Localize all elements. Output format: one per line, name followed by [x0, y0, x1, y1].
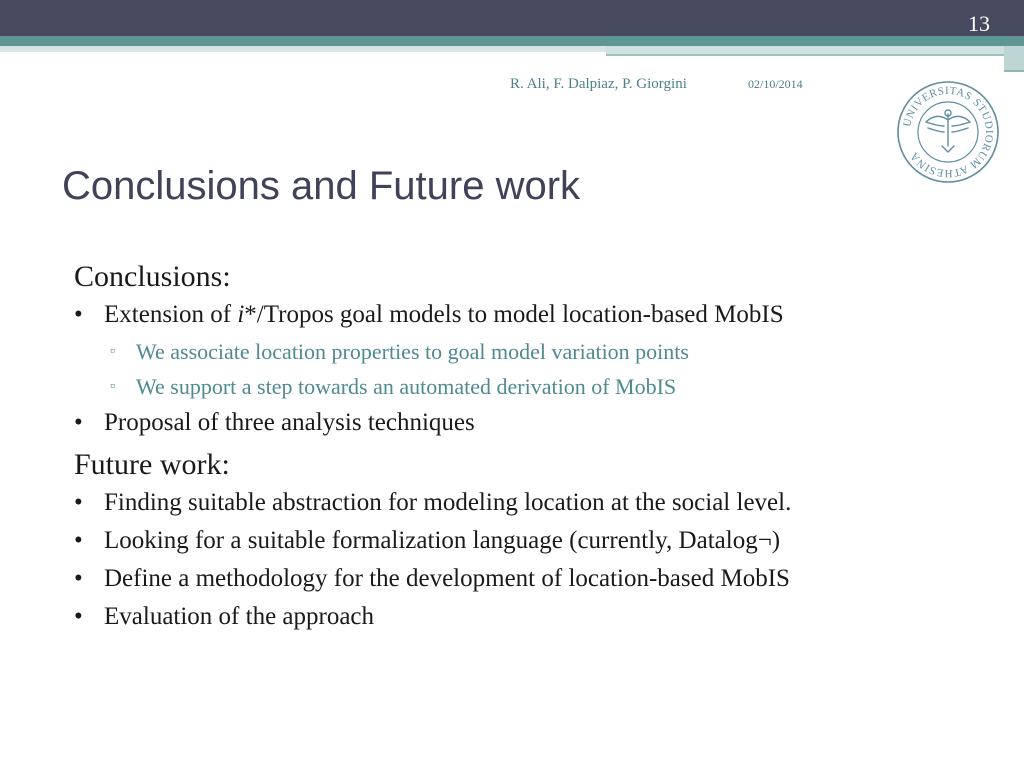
- future-work-heading: Future work:: [74, 448, 230, 481]
- slide-number: 13: [968, 11, 990, 36]
- bullet-icon: •: [74, 527, 83, 554]
- list-item: [74, 526, 1004, 556]
- authors: R. Ali, F. Dalpiaz, P. Giorgini: [510, 76, 687, 92]
- list-item: [74, 602, 1004, 632]
- bullet-icon: •: [74, 489, 83, 516]
- slide-content: [74, 258, 1004, 640]
- sub-bullet-icon: ▫: [110, 344, 115, 359]
- sub-bullet-icon: ▫: [110, 379, 115, 394]
- accent-step: [606, 46, 1004, 54]
- list-item-suffix: */Tropos goal models to model location-based MobIS: [244, 301, 784, 328]
- university-seal-icon: [896, 80, 1000, 184]
- list-item-text: Looking for a suitable formalization language (currently, Datalog¬): [104, 527, 781, 554]
- accent-band: [0, 36, 1024, 46]
- date: 02/10/2014: [748, 77, 803, 91]
- list-item: [74, 488, 1004, 518]
- header-bar: [0, 0, 1024, 36]
- sub-list-item: [74, 373, 1004, 400]
- accent-step-corner: [1004, 46, 1024, 70]
- conclusions-heading: Conclusions:: [74, 260, 231, 293]
- sub-list-item-text: We associate location properties to goal model variation points: [136, 339, 689, 364]
- list-item-italic: i: [237, 301, 245, 328]
- sub-list-item: [74, 338, 1004, 365]
- bullet-icon: •: [74, 603, 83, 630]
- list-item-text: Define a methodology for the development of location-based MobIS: [104, 565, 790, 592]
- bullet-icon: •: [74, 409, 83, 436]
- seal-text: UNIVERSITAS STUDIORUM ATHESINA: [901, 84, 996, 180]
- list-item: [74, 564, 1004, 594]
- bullet-icon: •: [74, 301, 83, 328]
- accent-step-line: [606, 54, 1004, 56]
- accent-step-corner-line: [1004, 70, 1024, 72]
- accent-band-light: [0, 46, 606, 52]
- slide-title: Conclusions and Future work: [62, 164, 581, 208]
- bullet-icon: •: [74, 565, 83, 592]
- list-item: [74, 300, 1004, 330]
- list-item: [74, 408, 1004, 438]
- list-item-text: Finding suitable abstraction for modeling location at the social level.: [104, 489, 792, 516]
- list-item-prefix: Extension of: [104, 301, 238, 328]
- list-item-text: Proposal of three analysis techniques: [104, 409, 475, 436]
- list-item-text: Evaluation of the approach: [104, 603, 375, 630]
- sub-list-item-text: We support a step towards an automated derivation of MobIS: [136, 374, 677, 399]
